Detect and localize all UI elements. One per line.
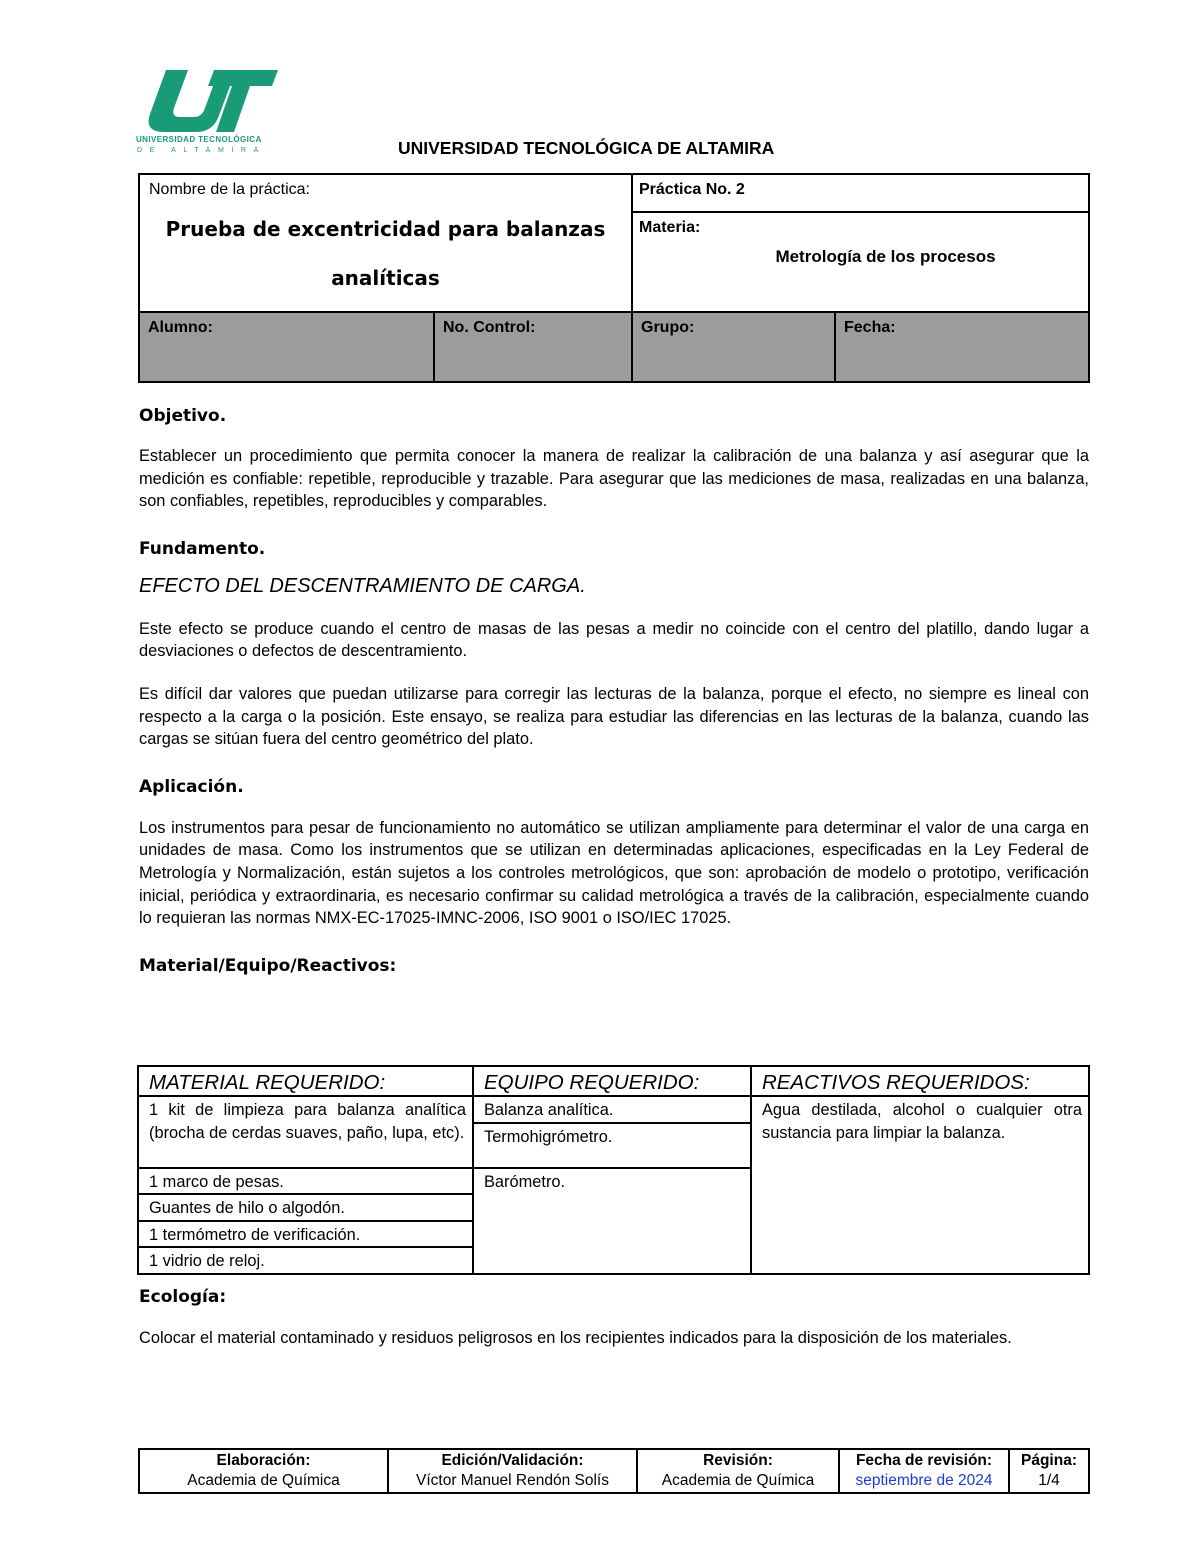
pagina-label: Página: <box>1021 1452 1077 1469</box>
fecha-cell <box>835 312 1089 382</box>
document-body <box>139 406 1089 976</box>
material-header: MATERIAL REQUERIDO: <box>138 1066 473 1096</box>
grupo-label: Grupo: <box>641 319 695 336</box>
practice-name: Prueba de excentricidad para balanzas analíticas <box>165 217 606 290</box>
material-item: 1 vidrio de reloj. <box>138 1247 473 1274</box>
pagina-value: 1/4 <box>1038 1472 1060 1489</box>
practice-number-cell <box>632 174 1089 212</box>
fundamento-paragraph-2: Es difícil dar valores que puedan utilizarse para corregir las lecturas de la balanza, porque el efecto, no siempre es lineal con respecto a la carga o la posición. Este ensayo, se realiza para estudiar las diferencias en las lecturas de la balanza, cuando las cargas se sitúan fuera del centro geométrico del plato. <box>139 684 1089 749</box>
fundamento-paragraph-1: Este efecto se produce cuando el centro de masas de las pesas a medir no coincide con el centro del platillo, dando lugar a desviaciones o defectos de descentramiento. <box>139 619 1089 661</box>
logo-text-line2: DE ALTAMIRA <box>137 147 266 154</box>
edicion-label: Edición/Validación: <box>441 1452 584 1469</box>
revision-value: Academia de Química <box>661 1472 815 1489</box>
aplicacion-heading: Aplicación. <box>139 776 244 797</box>
objetivo-heading: Objetivo. <box>139 406 227 426</box>
practice-name-cell <box>139 174 632 312</box>
materia-value: Metrología de los procesos <box>775 247 996 266</box>
equipo-item: Barómetro. <box>473 1168 751 1274</box>
fecha-revision-label: Fecha de revisión: <box>855 1452 993 1469</box>
footer-elaboracion <box>139 1449 388 1493</box>
material-item: 1 kit de limpieza para balanza analítica (brocha de cerdas suaves, paño, lupa, etc). <box>138 1096 473 1168</box>
fundamento-subheading: EFECTO DEL DESCENTRAMIENTO DE CARGA. <box>139 574 586 597</box>
equipo-header: EQUIPO REQUERIDO: <box>473 1066 751 1096</box>
university-title: UNIVERSIDAD TECNOLÓGICA DE ALTAMIRA <box>398 138 775 158</box>
edicion-value: Víctor Manuel Rendón Solís <box>416 1472 609 1489</box>
reactivos-item: Agua destilada, alcohol o cualquier otra sustancia para limpiar la balanza. <box>751 1096 1089 1274</box>
material-item: 1 termómetro de verificación. <box>138 1221 473 1248</box>
materials-table <box>137 1065 1090 1275</box>
control-cell <box>434 312 632 382</box>
footer-table <box>138 1448 1090 1494</box>
material-item: Guantes de hilo o algodón. <box>138 1194 473 1221</box>
fecha-revision-value: septiembre de 2024 <box>855 1472 993 1489</box>
elaboracion-label: Elaboración: <box>216 1452 311 1469</box>
objetivo-text: Establecer un procedimiento que permita conocer la manera de realizar la calibración de una balanza y así asegurar que la medición es confiable: repetible, reproducible y trazable. Para asegurar que las mediciones de masa, realizadas en una balanza, son confiables, repetibles, reproducibles y comparables. <box>139 447 1089 511</box>
university-logo <box>136 68 286 158</box>
control-label: No. Control: <box>443 319 536 336</box>
equipo-item: Balanza analítica. <box>473 1096 751 1123</box>
equipo-item: Termohigrómetro. <box>473 1123 751 1168</box>
practice-header-table <box>138 173 1090 383</box>
grupo-cell <box>632 312 835 382</box>
ut-logo-mark-icon <box>136 68 278 134</box>
revision-label: Revisión: <box>703 1452 773 1469</box>
practice-number: Práctica No. 2 <box>639 181 745 198</box>
material-heading: Material/Equipo/Reactivos: <box>139 955 397 976</box>
reactivos-header: REACTIVOS REQUERIDOS: <box>751 1066 1089 1096</box>
materia-cell <box>632 212 1089 312</box>
ecologia-text: Colocar el material contaminado y residuos peligrosos en los recipientes indicados para la disposición de los materiales. <box>139 1329 1012 1347</box>
alumno-label: Alumno: <box>148 319 213 336</box>
practice-name-label: Nombre de la práctica: <box>149 181 310 198</box>
footer-revision <box>637 1449 839 1493</box>
ecologia-section <box>139 1287 1089 1350</box>
logo-text-line1: UNIVERSIDAD TECNOLÓGICA <box>136 135 262 144</box>
footer-fecha-revision <box>839 1449 1009 1493</box>
alumno-cell <box>139 312 434 382</box>
ecologia-heading: Ecología: <box>139 1287 227 1307</box>
material-item: 1 marco de pesas. <box>138 1168 473 1195</box>
fecha-label: Fecha: <box>844 319 896 336</box>
footer-pagina <box>1009 1449 1089 1493</box>
elaboracion-value: Academia de Química <box>187 1472 340 1489</box>
materia-label: Materia: <box>639 219 701 236</box>
fundamento-heading: Fundamento. <box>139 538 266 559</box>
footer-edicion <box>388 1449 637 1493</box>
aplicacion-text: Los instrumentos para pesar de funcionamiento no automático se utilizan ampliamente para determinar el valor de una carga en unidades de masa. Como los instrumentos que se utilizan en determinadas aplicaciones, especificadas en la Ley Federal de Metrología y Normalización, están sujetos a los controles metrológicos, que son: aprobación de modelo o prototipo, verificación inicial, periódica y extraordinaria, es necesario confirmar su calidad metrológica a través de la calibración, especialmente cuando lo requieran las normas NMX-EC-17025-IMNC-2006, ISO 9001 o ISO/IEC 17025. <box>139 818 1089 928</box>
